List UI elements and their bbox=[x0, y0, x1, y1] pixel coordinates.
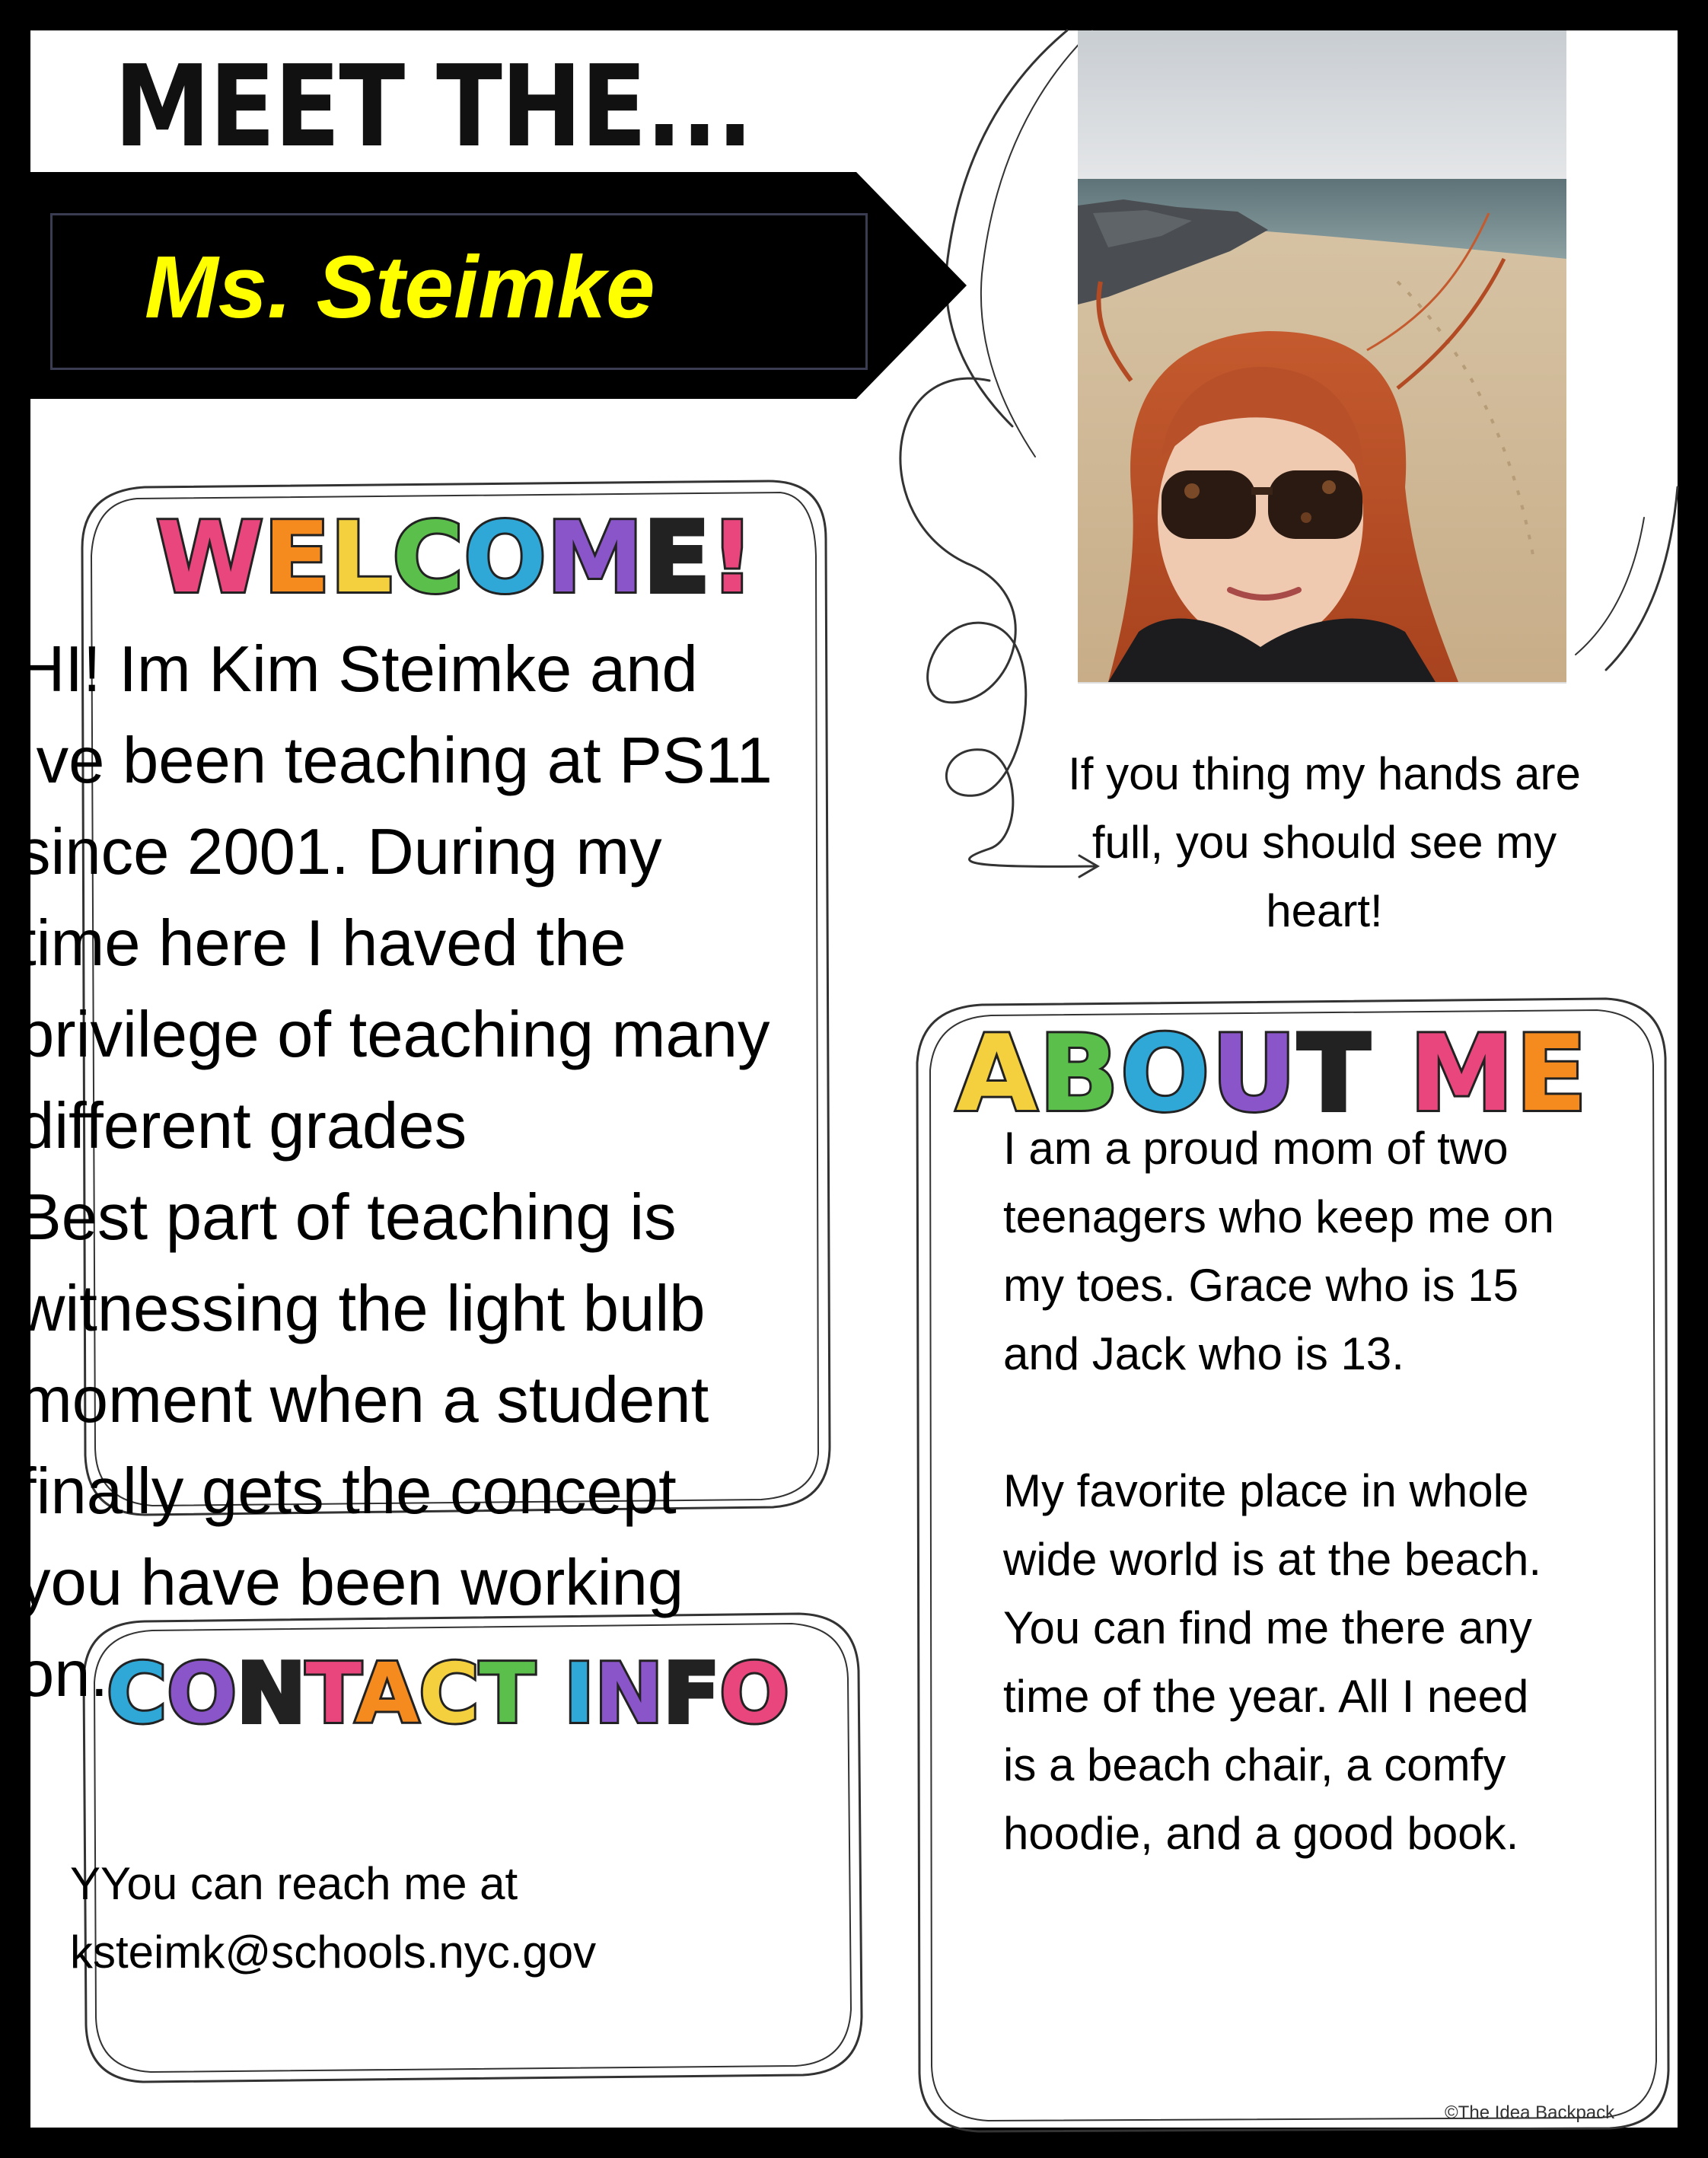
teacher-name: Ms. Steimke bbox=[145, 237, 655, 336]
about-me-body-text: I am a proud mom of two teenagers who keep me on my toes. Grace who is 15 and Jack who is 13. My favorite place in whole wide world is at the beach. You can find me there any time of the year. All I need is a beach chair, a comfy hoodie, and a good book. bbox=[1003, 1123, 1554, 1859]
contact-info-heading: CONTACT INFO bbox=[107, 1646, 790, 1742]
welcome-body-text: HI! Im Kim Steimke and Ive been teaching at PS11 since 2001. During my time here I haved the privilege of teaching many different grades Best part of teaching is witnessing the light bulb moment when a student finally gets the concept you have been working on. bbox=[18, 633, 773, 1710]
about-me-heading: ABOUT ME bbox=[956, 1012, 1589, 1135]
teacher-beach-photo bbox=[1078, 30, 1566, 684]
meet-the-title: MEET THE... bbox=[114, 41, 753, 172]
flyer-page bbox=[18, 30, 1678, 2128]
credit-text: ©The Idea Backpack bbox=[1445, 2102, 1615, 2123]
quote-text: If you thing my hands are full, you should see my heart! bbox=[1068, 748, 1581, 936]
welcome-heading: WELCOME! bbox=[156, 502, 755, 615]
contact-body-text: YYou can reach me at ksteimk@schools.nyc.gov bbox=[70, 1858, 597, 1978]
